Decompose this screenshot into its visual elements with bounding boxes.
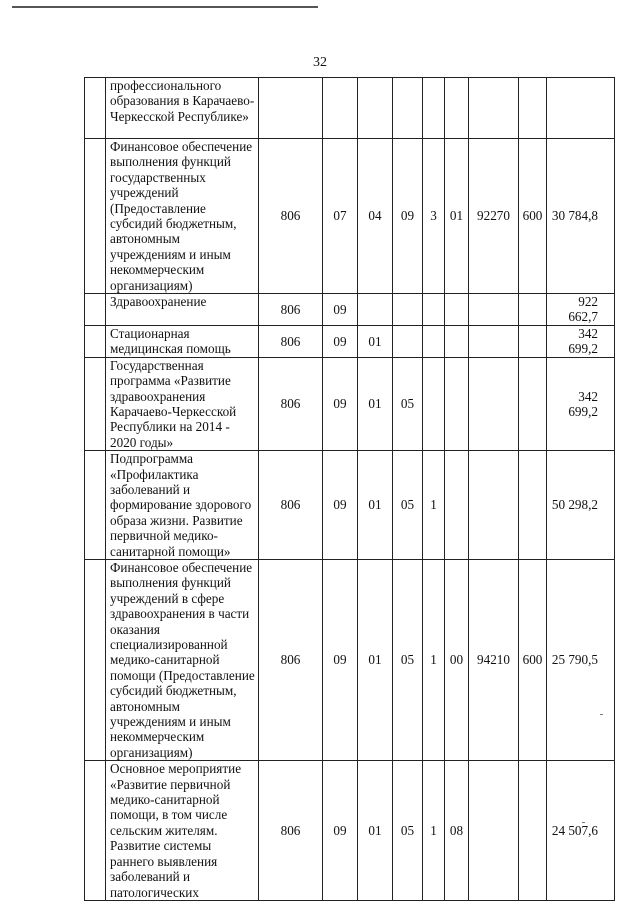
program-code-cell: 05 (393, 357, 423, 450)
expense-type-code-cell (519, 451, 547, 560)
section-code-cell: 09 (323, 294, 358, 326)
program-code-cell (393, 294, 423, 326)
amount-cell: 25 790,5 (547, 559, 615, 760)
expense-direction-code-cell (469, 357, 519, 450)
section-code-cell (323, 78, 358, 139)
main-event-code-cell: 01 (445, 139, 469, 294)
item-name-cell: Подпрограмма «Профилактика заболеваний и формирование здорового образа жизни. Развитие первичной медико-санитарной помощи» (106, 451, 259, 560)
expense-type-code-cell: 600 (519, 139, 547, 294)
program-code-cell: 05 (393, 451, 423, 560)
table-body (85, 78, 615, 901)
item-name-cell: Финансовое обеспечение выполнения функций учреждений в сфере здравоохранения в части оказания специализированной медико-санитарной помощи (Предоставление субсидий бюджетным, автономным учреждениям и иным некоммерческим организациям) (106, 559, 259, 760)
ministry-code-cell: 806 (259, 761, 323, 901)
item-name-cell: Финансовое обеспечение выполнения функций государственных учреждений (Предоставление субсидий бюджетным, автономным учреждениям и иным некоммерческим организациям) (106, 139, 259, 294)
row-number-cell (85, 559, 106, 760)
subsection-code-cell: 01 (358, 325, 393, 357)
table-row (85, 78, 615, 139)
ministry-code-cell: 806 (259, 139, 323, 294)
table-row (85, 294, 615, 326)
ministry-code-cell: 806 (259, 325, 323, 357)
expense-direction-code-cell (469, 325, 519, 357)
main-event-code-cell (445, 78, 469, 139)
expense-direction-code-cell (469, 761, 519, 901)
row-number-cell (85, 451, 106, 560)
row-number-cell (85, 357, 106, 450)
ministry-code-cell: 806 (259, 357, 323, 450)
item-name-cell: профессионального образования в Карачаево-Черкесской Республике» (106, 78, 259, 139)
table-row (85, 139, 615, 294)
section-code-cell: 09 (323, 357, 358, 450)
expense-direction-code-cell (469, 451, 519, 560)
ministry-code-cell: 806 (259, 451, 323, 560)
subprogram-code-cell (423, 294, 445, 326)
main-event-code-cell: 08 (445, 761, 469, 901)
item-name-cell: Государственная программа «Развитие здравоохранения Карачаево-Черкесской Республики на 2014 - 2020 годы» (106, 357, 259, 450)
amount-cell: 24 507,6 (547, 761, 615, 901)
subsection-code-cell: 01 (358, 357, 393, 450)
expense-direction-code-cell: 94210 (469, 559, 519, 760)
row-number-cell (85, 78, 106, 139)
row-number-cell (85, 139, 106, 294)
page-number: 32 (313, 55, 327, 70)
subsection-code-cell: 01 (358, 451, 393, 560)
section-code-cell: 09 (323, 451, 358, 560)
subsection-code-cell: 01 (358, 761, 393, 901)
row-number-cell (85, 761, 106, 901)
program-code-cell: 05 (393, 761, 423, 901)
item-name-cell: Основное мероприятие «Развитие первичной медико-санитарной помощи, в том числе сельским жителям. Развитие системы раннего выявления заболеваний и патологических (106, 761, 259, 901)
row-number-cell (85, 294, 106, 326)
expense-direction-code-cell: 92270 (469, 139, 519, 294)
expense-type-code-cell (519, 78, 547, 139)
main-event-code-cell (445, 357, 469, 450)
top-rule (12, 6, 318, 8)
subprogram-code-cell (423, 325, 445, 357)
ministry-code-cell (259, 78, 323, 139)
expense-type-code-cell: 600 (519, 559, 547, 760)
ministry-code-cell: 806 (259, 294, 323, 326)
table-row (85, 559, 615, 760)
subprogram-code-cell: 3 (423, 139, 445, 294)
amount-cell: 342 699,2 (547, 357, 615, 450)
table-row (85, 451, 615, 560)
expense-type-code-cell (519, 325, 547, 357)
subsection-code-cell: 01 (358, 559, 393, 760)
item-name-cell: Здравоохранение (106, 294, 259, 326)
row-number-cell (85, 325, 106, 357)
subsection-code-cell: 04 (358, 139, 393, 294)
ministry-code-cell: 806 (259, 559, 323, 760)
amount-cell: 922 662,7 (547, 294, 615, 326)
program-code-cell (393, 325, 423, 357)
subprogram-code-cell: 1 (423, 761, 445, 901)
main-event-code-cell (445, 325, 469, 357)
scan-speck (600, 714, 603, 715)
subprogram-code-cell (423, 357, 445, 450)
program-code-cell (393, 78, 423, 139)
subprogram-code-cell: 1 (423, 451, 445, 560)
section-code-cell: 07 (323, 139, 358, 294)
expense-direction-code-cell (469, 294, 519, 326)
expense-type-code-cell (519, 357, 547, 450)
expense-type-code-cell (519, 761, 547, 901)
subprogram-code-cell: 1 (423, 559, 445, 760)
amount-cell: 30 784,8 (547, 139, 615, 294)
scan-speck (582, 822, 585, 823)
table-row (85, 761, 615, 901)
program-code-cell: 05 (393, 559, 423, 760)
amount-cell (547, 78, 615, 139)
table-row (85, 357, 615, 450)
section-code-cell: 09 (323, 761, 358, 901)
subsection-code-cell (358, 294, 393, 326)
main-event-code-cell (445, 451, 469, 560)
main-event-code-cell (445, 294, 469, 326)
subsection-code-cell (358, 78, 393, 139)
program-code-cell: 09 (393, 139, 423, 294)
amount-cell: 342 699,2 (547, 325, 615, 357)
section-code-cell: 09 (323, 559, 358, 760)
amount-cell: 50 298,2 (547, 451, 615, 560)
expense-type-code-cell (519, 294, 547, 326)
item-name-cell: Стационарная медицинская помощь (106, 325, 259, 357)
expense-direction-code-cell (469, 78, 519, 139)
subprogram-code-cell (423, 78, 445, 139)
main-event-code-cell: 00 (445, 559, 469, 760)
budget-table (84, 77, 615, 901)
table-row (85, 325, 615, 357)
section-code-cell: 09 (323, 325, 358, 357)
